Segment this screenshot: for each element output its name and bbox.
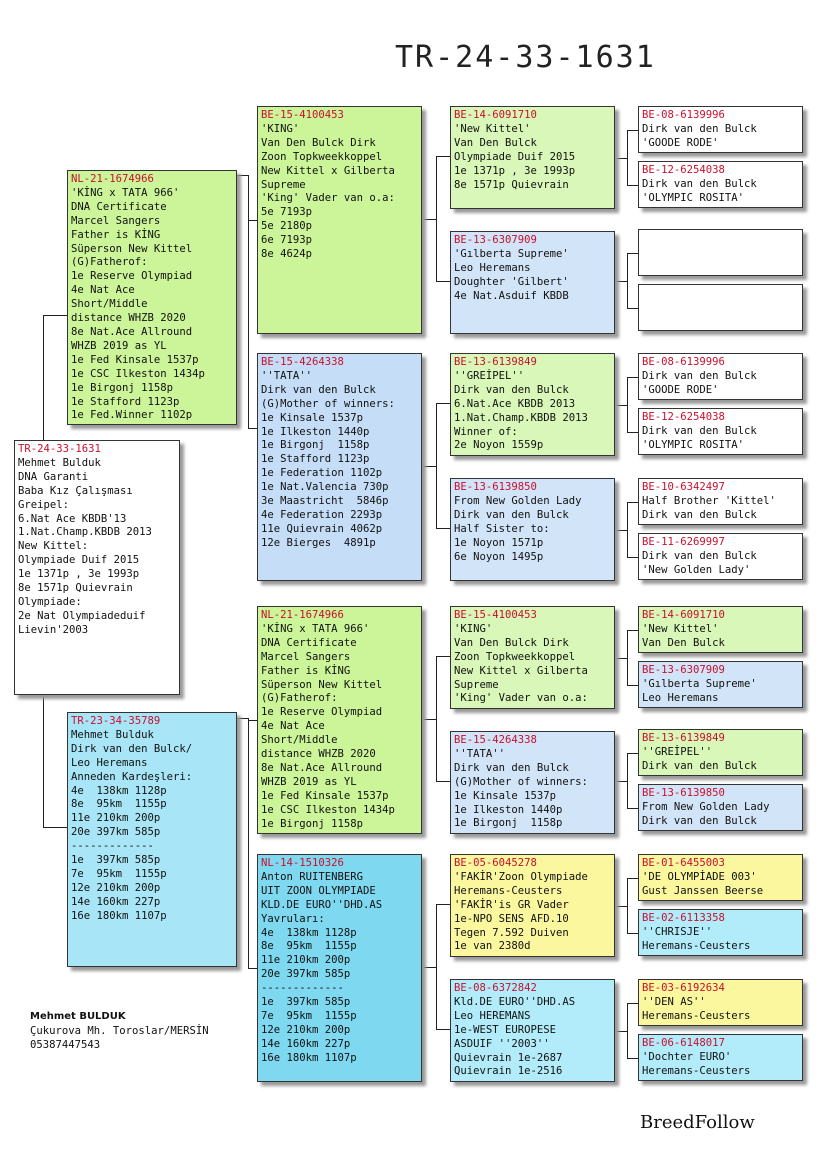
ring-number: BE-13-6139850 xyxy=(454,481,537,493)
ring-number: BE-05-6045278 xyxy=(454,857,537,869)
pedigree-line: Winner of: xyxy=(454,425,518,438)
connector-line xyxy=(615,281,627,282)
ring-number: BE-08-6139996 xyxy=(642,356,725,368)
connector-line xyxy=(615,405,627,406)
owner-address: Çukurova Mh. Toroslar/MERSİN xyxy=(30,1025,209,1037)
ancestor-card-g5[interactable] xyxy=(638,979,803,1026)
pedigree-line: Van Den Bulck Dirk xyxy=(454,636,569,649)
connector-line xyxy=(627,1003,638,1004)
pedigree-line: From New Golden Lady xyxy=(454,494,582,507)
connector-line xyxy=(248,718,249,968)
dam-sire-card[interactable] xyxy=(257,606,422,834)
pedigree-line: KLD.DE EURO''DHD.AS xyxy=(261,898,383,911)
sss-card[interactable] xyxy=(450,106,615,209)
pedigree-line: 'GOODE RODE' xyxy=(642,383,719,396)
ancestor-card-g5[interactable] xyxy=(638,784,803,831)
connector-line xyxy=(627,878,638,879)
connector-line xyxy=(436,1029,450,1030)
pedigree-line: Dirk van den Bulck xyxy=(642,122,757,135)
pedigree-line: Dirk van den Bulck xyxy=(454,508,569,521)
pedigree-line: 11e 210km 200p xyxy=(71,812,161,825)
pedigree-line: 1e Stafford 1123p xyxy=(261,453,370,466)
ring-number: BE-10-6342497 xyxy=(642,481,725,493)
pedigree-line: 6.Nat.Ace KBDB 2013 xyxy=(454,397,576,410)
ring-number: BE-13-6139849 xyxy=(642,732,725,744)
connector-line xyxy=(436,528,450,529)
pedigree-line: Olympiade Duif 2015 xyxy=(454,150,576,163)
connector-line xyxy=(248,220,257,221)
pedigree-line: New Kittel: xyxy=(18,540,89,553)
ancestor-card-g5[interactable] xyxy=(638,284,803,331)
pedigree-line: Dirk van den Bulck xyxy=(642,508,757,521)
connector-line xyxy=(627,502,628,557)
pedigree-line: 1e Birgonj 1158p xyxy=(71,381,174,394)
ancestor-card-g5[interactable] xyxy=(638,854,803,901)
pedigree-line: Mehmet Bulduk xyxy=(71,728,154,741)
connector-line xyxy=(627,630,638,631)
pedigree-line: 2e Noyon 1559p xyxy=(454,439,544,452)
pedigree-line: 1e Noyon 1571p xyxy=(454,536,544,549)
pedigree-line: 1e Kinsale 1537p xyxy=(261,411,364,424)
owner-phone: 05387447543 xyxy=(30,1039,101,1051)
connector-line xyxy=(237,175,248,176)
pedigree-line: 1e 397km 585p xyxy=(71,854,161,867)
pedigree-line: Zoon Topkweekkoppel xyxy=(454,650,576,663)
brand-logo: BreedFollow xyxy=(640,1112,755,1133)
pedigree-line: 7e 95km 1155p xyxy=(261,1009,357,1022)
pedigree-line: WHZB 2019 as YL xyxy=(71,339,167,352)
pedigree-line: Kld.DE EURO''DHD.AS xyxy=(454,995,576,1008)
pedigree-line: 1.Nat.Champ.KBDB 2013 xyxy=(454,411,588,424)
pedigree-line: Marcel Sangers xyxy=(261,650,351,663)
pedigree-line: Van Den Bulck xyxy=(642,636,725,649)
connector-line xyxy=(627,253,628,308)
pedigree-line: Half Sister to: xyxy=(454,522,550,535)
pedigree-line: 7e 95km 1155p xyxy=(71,867,167,880)
pedigree-line: New Kittel x Gilberta xyxy=(261,164,395,177)
connector-line xyxy=(627,185,638,186)
ring-number: BE-15-4100453 xyxy=(261,109,344,121)
ring-number: BE-06-6148017 xyxy=(642,1037,725,1049)
pedigree-line: (G)Fatherof: xyxy=(261,692,338,705)
pedigree-line: 12e 210km 200p xyxy=(261,1023,351,1036)
connector-line xyxy=(43,315,44,440)
pedigree-line: 6.Nat Ace KBDB'13 xyxy=(18,512,127,525)
pedigree-line: 1e Ilkeston 1440p xyxy=(261,425,370,438)
pedigree-line: 1e Ilkeston 1440p xyxy=(454,803,563,816)
pedigree-line: 14e 160km 227p xyxy=(71,895,161,908)
dds-card[interactable] xyxy=(450,854,615,957)
ring-number: BE-13-6307909 xyxy=(454,234,537,246)
connector-line xyxy=(436,656,450,657)
pedigree-line: New Kittel x Gilberta xyxy=(454,664,588,677)
pedigree-line: Half Brother 'Kittel' xyxy=(642,494,776,507)
pedigree-line: Father is KİNG xyxy=(71,228,161,241)
pedigree-line: 'GOODE RODE' xyxy=(642,136,719,149)
pedigree-line: 1e Nat.Valencia 730p xyxy=(261,481,389,494)
ring-number: BE-08-6372842 xyxy=(454,982,537,994)
connector-line xyxy=(422,967,436,968)
pedigree-line: 1e-NPO SENS AFD.10 xyxy=(454,912,569,925)
pedigree-line: Short/Middle xyxy=(71,298,148,311)
pedigree-line: 20e 397km 585p xyxy=(71,826,161,839)
dss-card[interactable] xyxy=(450,606,615,709)
ring-number: BE-15-4100453 xyxy=(454,609,537,621)
pedigree-line: 8e Nat.Ace Allround xyxy=(71,325,193,338)
ring-number: BE-01-6455003 xyxy=(642,857,725,869)
pedigree-line: ''TATA'' xyxy=(261,369,313,382)
pedigree-line: 4e 138km 1128p xyxy=(261,926,357,939)
pedigree-line: Olympiade: xyxy=(18,595,82,608)
pedigree-line: Gust Janssen Beerse xyxy=(642,884,764,897)
pedigree-line: distance WHZB 2020 xyxy=(71,312,186,325)
connector-line xyxy=(436,403,437,528)
pedigree-line: distance WHZB 2020 xyxy=(261,748,376,761)
pedigree-line: 12e Bierges 4891p xyxy=(261,536,376,549)
pedigree-line: Leo Heremans xyxy=(642,691,719,704)
pedigree-line: Zoon Topkweekkoppel xyxy=(261,150,383,163)
pedigree-line: 'King' Vader van o.a: xyxy=(261,192,395,205)
pedigree-line: 1e Reserve Olympiad xyxy=(71,270,193,283)
connector-line xyxy=(627,753,628,808)
sire-sire-card[interactable] xyxy=(257,106,422,334)
ssd-card[interactable] xyxy=(450,231,615,334)
ancestor-card-g5[interactable] xyxy=(638,106,803,153)
dsd-card[interactable] xyxy=(450,731,615,834)
pedigree-line: Heremans-Ceusters xyxy=(454,884,563,897)
pedigree-line: Baba Kız Çalışması xyxy=(18,484,133,497)
sire-dam-card[interactable] xyxy=(257,353,422,581)
pedigree-line: 4e Nat Ace xyxy=(71,284,135,297)
connector-line xyxy=(627,502,638,503)
ring-number: BE-11-6269997 xyxy=(642,536,725,548)
pedigree-line: Dirk van den Bulck xyxy=(642,177,757,190)
pedigree-line: Short/Middle xyxy=(261,734,338,747)
pedigree-line: (G)Mother of winners: xyxy=(454,775,588,788)
pedigree-line: 14e 160km 227p xyxy=(261,1037,351,1050)
pedigree-line: Van Den Bulck xyxy=(454,136,537,149)
pedigree-line: 'KİNG x TATA 966' xyxy=(71,186,180,199)
pedigree-line: 12e 210km 200p xyxy=(71,881,161,894)
connector-line xyxy=(43,315,67,316)
pedigree-line: 'Gılberta Supreme' xyxy=(454,247,569,260)
pedigree-line: ''CHRISJE'' xyxy=(642,925,713,938)
connector-line xyxy=(627,1058,638,1059)
connector-line xyxy=(627,432,638,433)
ring-number: BE-12-6254038 xyxy=(642,164,725,176)
connector-line xyxy=(627,933,638,934)
pedigree-line: 2e Nat Olympiadeduif xyxy=(18,609,146,622)
pedigree-line: 16e 180km 1107p xyxy=(71,909,167,922)
connector-line xyxy=(615,906,627,907)
connector-line xyxy=(627,1003,628,1058)
pedigree-line: 1e 1371p , 3e 1993p xyxy=(18,568,140,581)
pedigree-line: Anton RUITENBERG xyxy=(261,870,364,883)
pedigree-line: 1e Reserve Olympiad xyxy=(261,706,383,719)
pedigree-line: 1e Kinsale 1537p xyxy=(454,789,557,802)
pedigree-line: DNA Garanti xyxy=(18,470,89,483)
connector-line xyxy=(248,175,249,428)
connector-line xyxy=(627,377,638,378)
pedigree-line: 1e Fed Kinsale 1537p xyxy=(261,789,389,802)
ancestor-card-g5[interactable] xyxy=(638,1034,803,1081)
pedigree-line: 'New Kittel' xyxy=(454,122,531,135)
connector-line xyxy=(627,130,628,185)
pedigree-line: Dirk van den Bulck xyxy=(454,383,569,396)
pedigree-line: 'New Golden Lady' xyxy=(642,563,751,576)
connector-line xyxy=(422,219,436,220)
connector-line xyxy=(627,878,628,933)
pedigree-line: Dirk van den Bulck xyxy=(642,814,757,827)
connector-line xyxy=(436,156,437,281)
pedigree-line: 11e 210km 200p xyxy=(261,954,351,967)
pedigree-line: 1e Fed Kinsale 1537p xyxy=(71,353,199,366)
pedigree-line: ASDUIF ''2003'' xyxy=(454,1037,550,1050)
connector-line xyxy=(436,403,450,404)
ancestor-card-g5[interactable] xyxy=(638,229,803,276)
pedigree-line: ''GREİPEL'' xyxy=(642,745,713,758)
connector-line xyxy=(627,630,628,685)
subject-card[interactable] xyxy=(14,440,180,695)
pedigree-line: 'OLYMPIC ROSITA' xyxy=(642,438,745,451)
pedigree-line: 'New Kittel' xyxy=(642,622,719,635)
connector-line xyxy=(627,557,638,558)
connector-line xyxy=(436,781,450,782)
ancestor-card-g5[interactable] xyxy=(638,478,803,525)
pedigree-line: 1e Birgonj 1158p xyxy=(454,817,563,830)
pedigree-line: 1e Birgonj 1158p xyxy=(261,439,370,452)
pedigree-title: TR-24-33-1631 xyxy=(395,40,656,75)
pedigree-line: Greipel: xyxy=(18,498,70,511)
pedigree-line: 'FAKİR'is GR Vader xyxy=(454,898,569,911)
pedigree-line: 'KİNG x TATA 966' xyxy=(261,622,370,635)
connector-line xyxy=(237,718,248,719)
pedigree-line: Tegen 7.592 Duiven xyxy=(454,926,569,939)
pedigree-line: Van Den Bulck Dirk xyxy=(261,136,376,149)
pedigree-line: (G)Fatherof: xyxy=(71,256,148,269)
sds-card[interactable] xyxy=(450,353,615,456)
ring-number: BE-12-6254038 xyxy=(642,411,725,423)
pedigree-line: 1e van 2380d xyxy=(454,940,531,953)
connector-line xyxy=(248,720,257,721)
connector-line xyxy=(627,808,638,809)
pedigree-line: 4e Nat.Asduif KBDB xyxy=(454,289,569,302)
connector-line xyxy=(436,656,437,781)
pedigree-line: 1e Fed.Winner 1102p xyxy=(71,409,193,422)
pedigree-line: Supreme xyxy=(454,678,499,691)
ring-number: TR-23-34-35789 xyxy=(71,715,161,727)
pedigree-line: Heremans-Ceusters xyxy=(642,1009,751,1022)
ring-number: BE-13-6139849 xyxy=(454,356,537,368)
connector-line xyxy=(615,530,627,531)
connector-line xyxy=(627,753,638,754)
ring-number: BE-13-6139850 xyxy=(642,787,725,799)
connector-line xyxy=(436,904,450,905)
ancestor-card-g5[interactable] xyxy=(638,909,803,956)
pedigree-line: Dirk van den Bulck/ xyxy=(71,742,193,755)
pedigree-line: 'King' Vader van o.a: xyxy=(454,692,588,705)
pedigree-line: 1.Nat.Champ.KBDB 2013 xyxy=(18,526,152,539)
pedigree-line: 'KING' xyxy=(261,122,300,135)
pedigree-line: Anneden Kardeşleri: xyxy=(71,770,193,783)
ring-number: BE-15-4264338 xyxy=(261,356,344,368)
connector-line xyxy=(615,781,627,782)
dam-dam-card[interactable] xyxy=(257,854,422,1082)
pedigree-line: 4e Nat Ace xyxy=(261,720,325,733)
pedigree-line: Supreme xyxy=(261,178,306,191)
pedigree-line: 1e CSC Ilkeston 1434p xyxy=(261,803,395,816)
pedigree-line: 'FAKİR'Zoon Olympiade xyxy=(454,870,588,883)
pedigree-line: UIT ZOON OLYMPIADE xyxy=(261,884,376,897)
owner-contact xyxy=(30,1010,209,1052)
pedigree-line: ------------- xyxy=(261,982,344,995)
pedigree-line: Heremans-Ceusters xyxy=(642,939,751,952)
ancestor-card-g5[interactable] xyxy=(638,729,803,776)
connector-line xyxy=(627,377,628,432)
ring-number: BE-15-4264338 xyxy=(454,734,537,746)
sire-card[interactable] xyxy=(67,170,237,425)
pedigree-line: 1e CSC Ilkeston 1434p xyxy=(71,367,205,380)
owner-name: Mehmet BULDUK xyxy=(30,1011,126,1022)
pedigree-line: Quievrain 1e-2516 xyxy=(454,1065,563,1078)
ring-number: NL-14-1510326 xyxy=(261,857,344,869)
pedigree-line: 'Dochter EURO' xyxy=(642,1050,732,1063)
pedigree-line: Dirk van den Bulck xyxy=(261,383,376,396)
ring-number: BE-13-6307909 xyxy=(642,664,725,676)
connector-line xyxy=(627,253,638,254)
pedigree-line: Süperson New Kittel xyxy=(261,678,383,691)
ancestor-card-g5[interactable] xyxy=(638,408,803,455)
pedigree-line: Leo Heremans xyxy=(71,756,148,769)
pedigree-line: DNA Certificate xyxy=(71,200,167,213)
pedigree-line: Olympiade Duif 2015 xyxy=(18,554,140,567)
connector-line xyxy=(615,1031,627,1032)
pedigree-line: 6e 7193p xyxy=(261,234,313,247)
pedigree-line: 20e 397km 585p xyxy=(261,968,351,981)
pedigree-line: 8e 95km 1155p xyxy=(71,798,167,811)
pedigree-line: 4e Federation 2293p xyxy=(261,508,383,521)
ring-number: BE-02-6113358 xyxy=(642,912,725,924)
dam-card[interactable] xyxy=(67,712,237,967)
pedigree-line: Leo HEREMANS xyxy=(454,1009,531,1022)
pedigree-line: Dirk van den Bulck xyxy=(642,759,757,772)
pedigree-line: ''DEN AS'' xyxy=(642,995,706,1008)
pedigree-line: DNA Certificate xyxy=(261,636,357,649)
ring-number: BE-14-6091710 xyxy=(642,609,725,621)
pedigree-line: Doughter 'Gilbert' xyxy=(454,275,569,288)
pedigree-line: From New Golden Lady xyxy=(642,800,770,813)
pedigree-line: ''GREİPEL'' xyxy=(454,369,525,382)
pedigree-line: 8e 4624p xyxy=(261,248,313,261)
ancestor-card-g5[interactable] xyxy=(638,661,803,708)
pedigree-line: Mehmet Bulduk xyxy=(18,456,101,469)
pedigree-line: WHZB 2019 as YL xyxy=(261,775,357,788)
pedigree-line: 1e Federation 1102p xyxy=(261,467,383,480)
pedigree-line: Lievin'2003 xyxy=(18,623,89,636)
pedigree-line: 'OLYMPIC ROSITA' xyxy=(642,191,745,204)
connector-line xyxy=(248,968,257,969)
pedigree-line: 3e Maastricht 5846p xyxy=(261,495,389,508)
pedigree-line: 11e Quievrain 4062p xyxy=(261,522,383,535)
connector-line xyxy=(627,308,638,309)
pedigree-line: 1e Birgonj 1158p xyxy=(261,817,364,830)
pedigree-line: 4e 138km 1128p xyxy=(71,784,167,797)
pedigree-line: 1e Stafford 1123p xyxy=(71,395,180,408)
pedigree-line: 5e 2180p xyxy=(261,220,313,233)
pedigree-line: Leo Heremans xyxy=(454,261,531,274)
pedigree-line: 1e 397km 585p xyxy=(261,996,351,1009)
pedigree-line: (G)Mother of winners: xyxy=(261,397,395,410)
connector-line xyxy=(615,658,627,659)
pedigree-line: 'DE OLYMPİADE 003' xyxy=(642,870,757,883)
pedigree-line: Dirk van den Bulck xyxy=(642,424,757,437)
pedigree-line: ------------- xyxy=(71,840,154,853)
pedigree-line: Süperson New Kittel xyxy=(71,242,193,255)
ancestor-card-g5[interactable] xyxy=(638,606,803,653)
pedigree-line: 8e 1571p Quievrain xyxy=(18,582,133,595)
connector-line xyxy=(43,695,44,827)
pedigree-line: 'Gılberta Supreme' xyxy=(642,677,757,690)
pedigree-line: Marcel Sangers xyxy=(71,214,161,227)
ring-number: NL-21-1674966 xyxy=(261,609,344,621)
pedigree-line: 1e-WEST EUROPESE xyxy=(454,1023,557,1036)
connector-line xyxy=(422,466,436,467)
ring-number: BE-14-6091710 xyxy=(454,109,537,121)
ancestor-card-g5[interactable] xyxy=(638,353,803,400)
pedigree-line: 8e 1571p Quievrain xyxy=(454,178,569,191)
connector-line xyxy=(43,827,67,828)
connector-line xyxy=(615,158,627,159)
connector-line xyxy=(436,281,450,282)
ring-number: BE-03-6192634 xyxy=(642,982,725,994)
ring-number: NL-21-1674966 xyxy=(71,173,154,185)
connector-line xyxy=(436,904,437,1029)
pedigree-line: 'KING' xyxy=(454,622,493,635)
pedigree-line: Yavruları: xyxy=(261,912,325,925)
pedigree-line: 5e 7193p xyxy=(261,206,313,219)
pedigree-line: Dirk van den Bulck xyxy=(642,369,757,382)
pedigree-line: Father is KİNG xyxy=(261,664,351,677)
connector-line xyxy=(627,685,638,686)
pedigree-line: 16e 180km 1107p xyxy=(261,1051,357,1064)
ring-number: TR-24-33-1631 xyxy=(18,443,101,455)
connector-line xyxy=(422,719,436,720)
ancestor-card-g5[interactable] xyxy=(638,533,803,580)
ancestor-card-g5[interactable] xyxy=(638,161,803,208)
pedigree-line: 6e Noyon 1495p xyxy=(454,550,544,563)
sdd-card[interactable] xyxy=(450,478,615,581)
connector-line xyxy=(248,428,257,429)
pedigree-line: ''TATA'' xyxy=(454,747,506,760)
pedigree-line: 8e Nat.Ace Allround xyxy=(261,761,383,774)
pedigree-line: Quievrain 1e-2687 xyxy=(454,1051,563,1064)
connector-line xyxy=(436,156,450,157)
pedigree-line: Dirk van den Bulck xyxy=(454,761,569,774)
pedigree-line: 1e 1371p , 3e 1993p xyxy=(454,164,576,177)
pedigree-line: 8e 95km 1155p xyxy=(261,940,357,953)
pedigree-line: Dirk van den Bulck xyxy=(642,549,757,562)
ring-number: BE-08-6139996 xyxy=(642,109,725,121)
ddd-card[interactable] xyxy=(450,979,615,1082)
pedigree-line: Heremans-Ceusters xyxy=(642,1064,751,1077)
connector-line xyxy=(627,130,638,131)
